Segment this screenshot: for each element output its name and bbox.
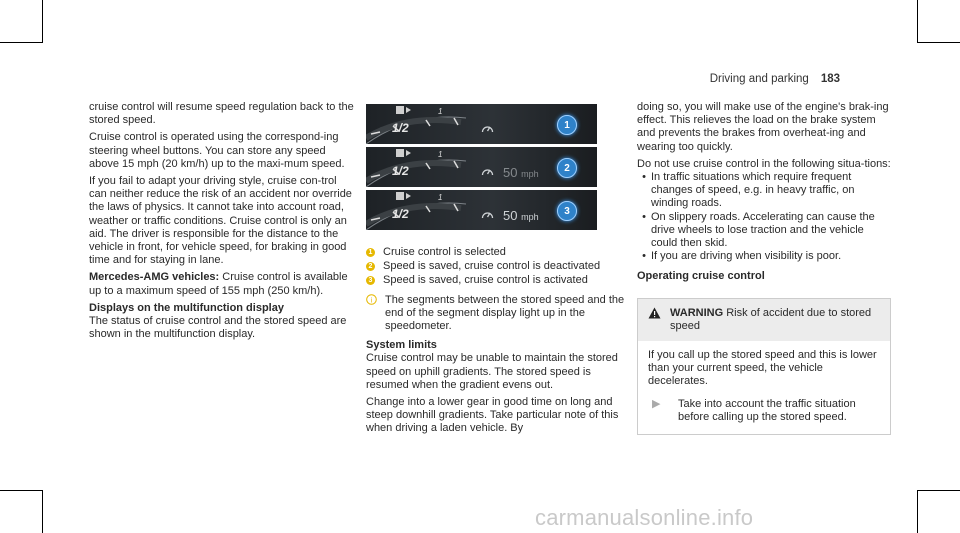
warning-title: Risk of accident due to stored speed — [670, 306, 872, 332]
paragraph: Do not use cruise control in the following situa-tions: — [637, 157, 891, 170]
svg-text:i: i — [370, 296, 373, 304]
section-title: Driving and parking — [709, 73, 809, 85]
section-heading: System limits — [366, 339, 437, 352]
legend-item — [366, 260, 628, 273]
crop-mark — [0, 42, 43, 43]
legend-item — [366, 246, 628, 259]
list-item — [637, 211, 892, 251]
warning-text: If you call up the stored speed and this is lower than your current speed, the vehicle decelerates. — [648, 349, 877, 388]
warning-body — [638, 341, 890, 434]
svg-text:1: 1 — [438, 193, 443, 202]
speed-unit: mph — [521, 169, 539, 179]
page-header — [710, 73, 840, 85]
stored-speed-value: 50 — [503, 165, 518, 180]
amg-label: Mercedes-AMG vehicles: — [89, 271, 220, 284]
cruise-control-icon — [481, 166, 494, 176]
paragraph: Cruise control is operated using the correspond-ing steering wheel buttons. You can store any speed above 15 mph (20 km/h) up to the maxi-mum speed. — [89, 131, 345, 170]
section-heading: Operating cruise control — [637, 270, 765, 283]
crop-mark — [0, 490, 43, 491]
callout-number: 3 — [366, 276, 375, 285]
amg-paragraph — [89, 271, 357, 297]
display-panel — [366, 190, 597, 230]
column-left — [89, 101, 357, 341]
warning-header — [638, 299, 890, 341]
paragraph: cruise control will resume speed regulation back to the stored speed. — [89, 101, 354, 127]
warning-icon — [648, 307, 670, 333]
stored-speed — [503, 165, 539, 180]
crop-mark — [917, 490, 918, 533]
section-heading: Displays on the multifunction display — [89, 301, 284, 314]
speed-unit: mph — [521, 212, 539, 222]
list-item-text: If you are driving when visibility is poor. — [651, 250, 842, 263]
gear-indicator: 1/2 — [392, 207, 409, 221]
paragraph: doing so, you will make use of the engine's brak-ing effect. This relieves the load on the brake system and prevents the brakes from overheat-ing and wearing too quickly. — [637, 101, 889, 153]
column-middle — [366, 246, 628, 436]
arrow-right-icon: ▶ — [652, 397, 661, 410]
svg-text:1: 1 — [438, 150, 443, 159]
cruise-control-icon — [481, 209, 494, 219]
list-item-text: On slippery roads. Accelerating can cause the drive wheels to lose traction and the vehicle could then skid. — [651, 210, 875, 250]
stored-speed — [503, 208, 539, 223]
display-panel — [366, 147, 597, 187]
warning-action — [648, 398, 880, 424]
gear-indicator: 1/2 — [392, 121, 409, 135]
warning-box — [637, 298, 891, 435]
crop-mark — [917, 490, 960, 491]
callout-number: 2 — [366, 262, 375, 271]
list-item — [637, 250, 892, 263]
paragraph: Cruise control may be unable to maintain the stored speed on uphill gradients. The stored speed is resumed when the gradient evens out. — [366, 352, 618, 391]
page-number: 183 — [820, 73, 840, 85]
paragraph: Change into a lower gear in good time on long and steep downhill gradients. Take particular note of this when driving a laden vehicle. By — [366, 396, 619, 435]
column-right — [637, 101, 892, 435]
note — [366, 294, 628, 334]
note-text: The segments between the stored speed and the end of the segment display light up in the speedometer. — [385, 293, 625, 333]
callout-badge: 1 — [557, 115, 577, 135]
legend-text: Speed is saved, cruise control is activated — [383, 274, 588, 287]
legend-text: Speed is saved, cruise control is deactivated — [383, 260, 601, 273]
crop-mark — [42, 490, 43, 533]
bullet-dot: • — [642, 171, 646, 184]
callout-badge: 3 — [557, 201, 577, 221]
svg-text:1: 1 — [438, 107, 443, 116]
list-item — [637, 171, 892, 211]
bullet-dot: • — [642, 210, 646, 223]
crop-mark — [917, 0, 918, 43]
gear-indicator: 1/2 — [392, 164, 409, 178]
callout-badge: 2 — [557, 158, 577, 178]
paragraph: The status of cruise control and the stored speed are shown in the multifunction display. — [89, 315, 347, 341]
legend-text: Cruise control is selected — [383, 246, 506, 258]
bullet-dot: • — [642, 250, 646, 263]
crop-mark — [917, 42, 960, 43]
display-panel — [366, 104, 597, 144]
warning-action-text: Take into account the traffic situation before calling up the stored speed. — [678, 397, 856, 423]
paragraph: If you fail to adapt your driving style, cruise con-trol can neither reduce the risk of an accident nor override the laws of physics. It cannot take into account road, weather or traffic conditions. Cruise control is only an aid. The driver is responsible for the distance to the vehicle in front, for vehicle speed, for braking in good time and for staying in lane. — [89, 175, 352, 267]
watermark: carmanualsonline.info — [535, 505, 754, 530]
amg-text: Cruise control is available up to a maximum speed of 155 mph (250 km/h). — [89, 271, 348, 297]
stored-speed-value: 50 — [503, 208, 518, 223]
callout-number: 1 — [366, 248, 375, 257]
cruise-control-icon — [481, 123, 494, 133]
warning-label: WARNING — [670, 306, 724, 319]
info-icon — [366, 294, 378, 334]
list-item-text: In traffic situations which require frequent changes of speed, e.g. in heavy traffic, on winding roads. — [651, 171, 855, 210]
crop-mark — [42, 0, 43, 43]
legend-item — [366, 274, 628, 287]
